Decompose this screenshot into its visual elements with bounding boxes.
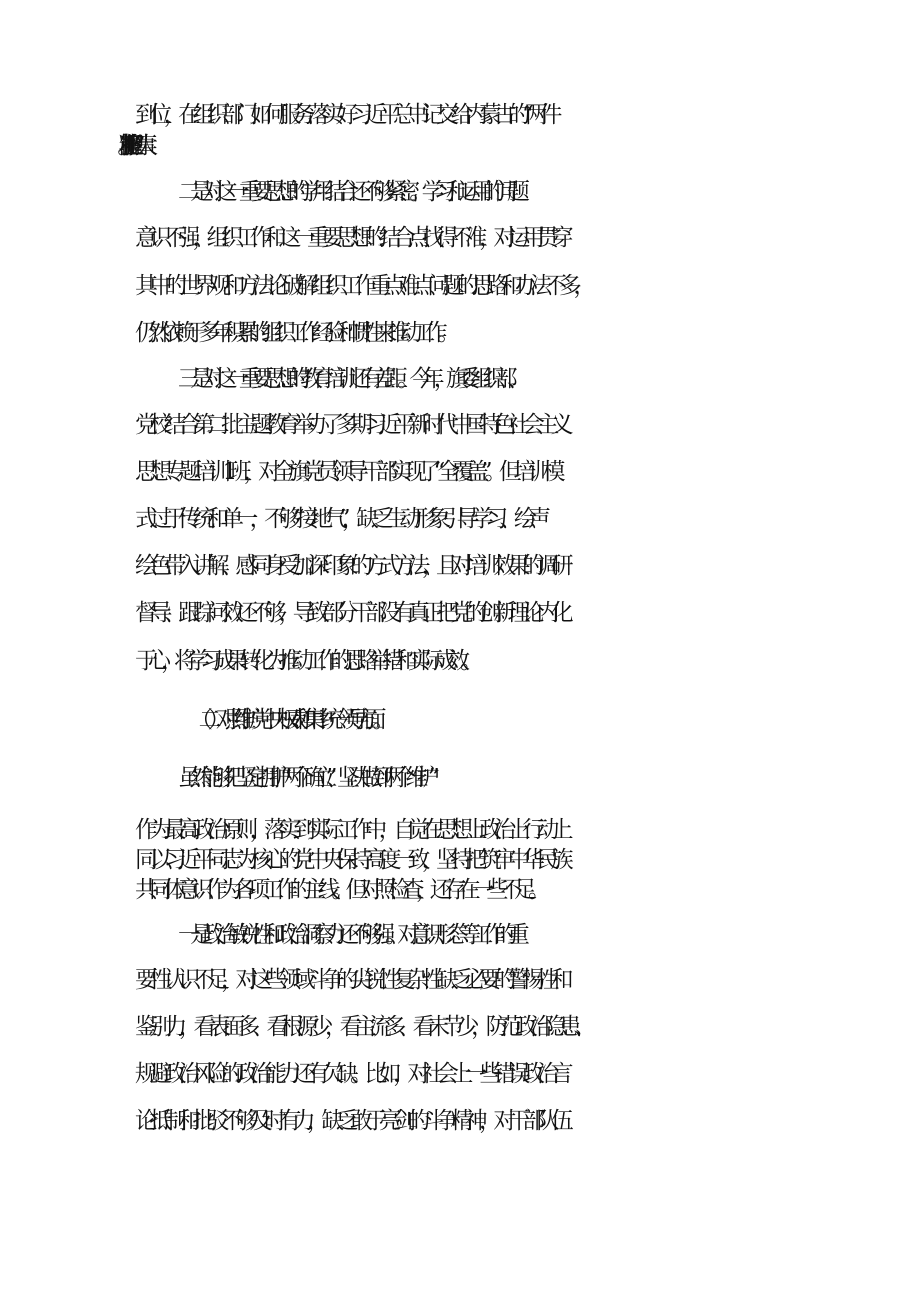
- text-line: 共同体意识作为各项工作的主线。但对照检查，还存在一些不足。: [135, 877, 543, 903]
- text-line: 一是政治敏锐性和政治洞察力还不够强。对意识形态等工作的重: [178, 922, 520, 948]
- text-line: 于心，将学习成果转化为推动工作的思路举措和实际成效。: [135, 648, 473, 674]
- text-line: 论抵制和批驳不够及时有力，缺乏敢于亮剑的斗争精神，对干部队伍: [135, 1108, 566, 1134]
- text-line: 督导、跟踪问效还不够，导致部分干部没有真正把党的创新理论内化: [135, 600, 566, 626]
- text-line: 作为最高政治原则，落实到实际工作中，自觉在思想上政治上行动上: [135, 817, 566, 843]
- text-line: 意识不强，组织工作和这一重要思想的结合点找得不准，对运用贯穿: [135, 225, 566, 251]
- text-line: 绘色带入讲解、感同身受加深印象的方式方法，且对培训效果的调研: [135, 553, 566, 579]
- text-line: 要性认识不足，对这些领域斗争的尖锐性复杂性缺乏必要的警惕性和: [135, 967, 566, 993]
- section-heading: （二）对照维护党中央权威和集中统一领导方面。: [190, 707, 382, 733]
- text-line: 鉴别力，看表面多、看根源少，看主流多、看末节少，防范政治隐患、: [135, 1014, 589, 1040]
- text-line: 党校结合第二批主题教育举办了多期习近平新时代中国特色社会主义: [135, 412, 566, 438]
- text-line: 到位，在组织部门如何服务落实好习近平总书记交给内蒙古的“两件: [135, 102, 554, 128]
- text-line: 思想专题培训1班，对全旗党员领导干部实现了“全覆盖”。但培训模: [135, 459, 558, 485]
- text-line: 虽然能够把坚定拥护“两个确立”、坚决做到“两个维护”: [178, 765, 429, 791]
- text-line: [135, 126, 920, 166]
- text-line: 仍然依赖于多年积累的组织工作经验和惯性来推动工作。: [135, 320, 451, 346]
- text-line: 二是对这一重要思想的学用结合还不够紧密。学习和运用的问题: [178, 179, 520, 205]
- text-line: 规避政治风险的政治能力还有欠缺。比如，对社会上一些错误政治言: [135, 1061, 566, 1087]
- text-line: 同以习近平同志为核心的党中央保持高度一致，坚持把筑牢中华民族: [135, 847, 566, 873]
- text-line: 三是对这一重要思想的教育培训还有差距。今年，旗委组织部、: [178, 366, 520, 392]
- text-line: 其中的世界观和方法论破解组织工作重点难点问题的思路和办法不多，: [135, 273, 589, 299]
- text-line: 式过于传统和单一，不够“接地气”，缺乏生动形象引导学习、绘声: [135, 506, 543, 532]
